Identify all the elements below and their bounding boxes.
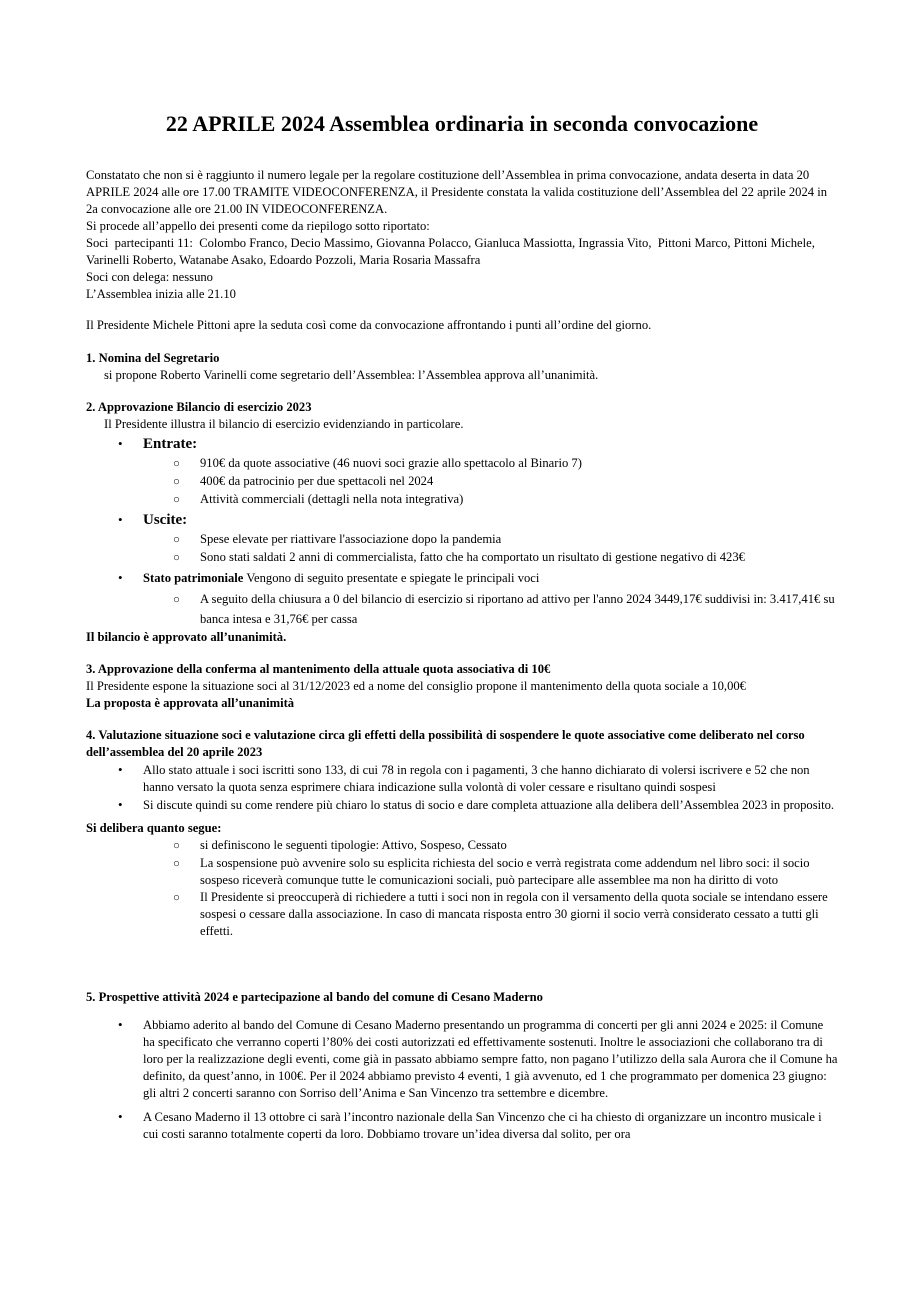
apertura-seduta-line: Il Presidente Michele Pittoni apre la seduta così come da convocazione affrontando i punti all’ordine del giorno. <box>86 318 652 332</box>
soci-partecipanti-line: Soci partecipanti 11: Colombo Franco, Decio Massimo, Giovanna Polacco, Gianluca Massiotta, Ingrassia Vito, Pittoni Marco, Pittoni Michele, Varinelli Roberto, Watanabe Asako, Edoardo Pozzoli, Maria Rosaria Massafra <box>86 236 818 267</box>
section-1-body: si propone Roberto Varinelli come segretario dell’Assemblea: l’Assemblea approva all’unanimità. <box>104 368 599 382</box>
bullet-icon: • <box>118 1017 123 1032</box>
section-2-heading: 2. Approvazione Bilancio di esercizio 2023 <box>86 400 312 414</box>
circle-icon: ○ <box>173 840 180 852</box>
section-3-body: Il Presidente espone la situazione soci al 31/12/2023 ed a nome del consiglio propone il mantenimento della quota sociale a 10,00€ <box>86 679 746 693</box>
section-5-item-text: Abbiamo aderito al bando del Comune di Cesano Maderno presentando un programma di concerti per gli anni 2024 e 2025: il Comune ha specificato che verranno coperti l’80% dei costi autorizzati ed effettivamente sostenuti. Inoltre le associazioni che collaborano tra di loro per la realizzazione degli eventi, come già in passato abbiamo sempre fatto, non pagano l’utilizzo della sala Aurora che il Comune ha definito, da quest’anno, in 100€. Per il 2024 abbiamo previsto 4 eventi, 1 già avvenuto, ed 1 che programmato per domenica 23 giugno: gli altri 2 concerti saranno con Sorriso dell’Anima e San Vincenzo tra settembre e dicembre. <box>143 1018 841 1100</box>
list-item <box>86 473 838 491</box>
uscite-item-text: Spese elevate per riattivare l'associazione dopo la pandemia <box>200 532 502 546</box>
inizio-assemblea-line: L’Assemblea inizia alle 21.10 <box>86 287 236 301</box>
list-item <box>86 455 838 473</box>
stato-patrimoniale-label: Stato patrimoniale <box>143 571 244 585</box>
intro-paragraph: Constatato che non si è raggiunto il numero legale per la regolare costituzione dell’Assemblea in prima convocazione, andata deserta in data 20 APRILE 2024 alle ore 17.00 TRAMITE VIDEOCONFERENZA, il Presidente constata la valida costituzione dell’Assemblea del 22 aprile 2024 in 2a convocazione alle ore 21.00 IN VIDEOCONFERENZA. <box>86 168 831 216</box>
circle-icon: ○ <box>173 476 180 488</box>
list-item <box>86 549 838 567</box>
stato-patrimoniale-line <box>143 568 838 589</box>
section-2-conclusion: Il bilancio è approvato all’unanimità. <box>86 630 287 644</box>
list-item <box>86 1108 838 1143</box>
uscite-label: Uscite: <box>143 512 188 528</box>
appello-line: Si procede all’appello dei presenti come da riepilogo sotto riportato: <box>86 219 430 233</box>
delibera-heading: Si delibera quanto segue: <box>86 821 222 835</box>
list-item-stato-patrimoniale <box>86 567 838 589</box>
delibera-item-text: La sospensione può avvenire solo su esplicita richiesta del socio e verrà registrata come addendum nel libro soci: il socio sospeso riceverà comunque tutte le comunicazioni sociali, può partecipare alle assemblee ma non ha diritto di voto <box>200 856 813 887</box>
soci-delega-line: Soci con delega: nessuno <box>86 270 213 284</box>
entrate-item-text: 910€ da quote associative (46 nuovi soci grazie allo spettacolo al Binario 7) <box>200 456 582 470</box>
section-1-heading: 1. Nomina del Segretario <box>86 351 220 365</box>
list-item-uscite <box>86 509 838 531</box>
bullet-icon: • <box>118 436 123 451</box>
uscite-item-text: Sono stati saldati 2 anni di commercialista, fatto che ha comportato un risultato di gestione negativo di 423€ <box>200 550 745 564</box>
list-item <box>86 1016 841 1102</box>
entrate-item-text: Attività commerciali (dettagli nella nota integrativa) <box>200 492 464 506</box>
section-3-conclusion: La proposta è approvata all’unanimità <box>86 696 295 710</box>
list-item <box>86 889 838 940</box>
section-5-item-text: A Cesano Maderno il 13 ottobre ci sarà l’incontro nazionale della San Vincenzo che ci ha chiesto di organizzare un incontro musicale i cui costi saranno totalmente coperti da loro. Dobbiamo trovare un’idea diversa dal solito, per ora <box>143 1110 825 1141</box>
list-item-entrate <box>86 433 838 455</box>
bullet-icon: • <box>118 570 123 585</box>
delibera-item-text: Il Presidente si preoccuperà di richiedere a tutti i soci non in regola con il versamento della quota sociale se intendano essere sospesi o cessare dalla associazione. In caso di mancata risposta entro 30 giorni il socio verrà considerato cessato a tutti gli effetti. <box>200 890 831 938</box>
section-3-heading: 3. Approvazione della conferma al mantenimento della attuale quota associativa di 10€ <box>86 662 551 676</box>
section-5-heading: 5. Prospettive attività 2024 e partecipazione al bando del comune di Cesano Maderno <box>86 990 543 1004</box>
section-2-intro: Il Presidente illustra il bilancio di esercizio evidenziando in particolare. <box>104 417 464 431</box>
circle-icon: ○ <box>173 494 180 506</box>
circle-icon: ○ <box>173 858 180 870</box>
bullet-icon: • <box>118 512 123 527</box>
circle-icon: ○ <box>173 892 180 904</box>
list-item <box>86 855 838 889</box>
list-item <box>86 837 838 855</box>
section-4-heading: 4. Valutazione situazione soci e valutazione circa gli effetti della possibilità di sospendere le quote associative come deliberato nel corso dell’assemblea del 20 aprile 2023 <box>86 728 808 759</box>
circle-icon: ○ <box>173 534 180 546</box>
list-item <box>86 761 838 796</box>
entrate-item-text: 400€ da patrocinio per due spettacoli nel 2024 <box>200 474 434 488</box>
bullet-icon: • <box>118 1109 123 1124</box>
list-item <box>86 796 838 814</box>
section-4-item-text: Si discute quindi su come rendere più chiaro lo status di socio e dare completa attuazione alla delibera dell’Assemblea 2023 in proposito. <box>143 798 835 812</box>
entrate-label: Entrate: <box>143 436 198 452</box>
section-4-item-text: Allo stato attuale i soci iscritti sono 133, di cui 78 in regola con i pagamenti, 3 che hanno dichiarato di volersi iscrivere e 52 che non hanno versato la quota senza esprimere chiara indicazione sulla volontà di voler cessare e risultano quindi sospesi <box>143 763 813 794</box>
list-item <box>86 531 838 549</box>
delibera-item-text: si definiscono le seguenti tipologie: Attivo, Sospeso, Cessato <box>200 838 507 852</box>
stato-patrimoniale-text: Vengono di seguito presentate e spiegate le principali voci <box>243 571 540 585</box>
bullet-icon: • <box>118 797 123 812</box>
bullet-icon: • <box>118 762 123 777</box>
circle-icon: ○ <box>173 552 180 564</box>
list-item <box>86 491 838 509</box>
list-item <box>86 589 838 629</box>
stato-item-text: A seguito della chiusura a 0 del bilancio di esercizio si riportano ad attivo per l'anno 2024 3449,17€ suddivisi in: 3.417,41€ su banca intesa e 31,76€ per cassa <box>200 592 838 626</box>
document-title: 22 APRILE 2024 Assemblea ordinaria in seconda convocazione <box>165 111 759 136</box>
circle-icon: ○ <box>173 594 180 606</box>
circle-icon: ○ <box>173 458 180 470</box>
